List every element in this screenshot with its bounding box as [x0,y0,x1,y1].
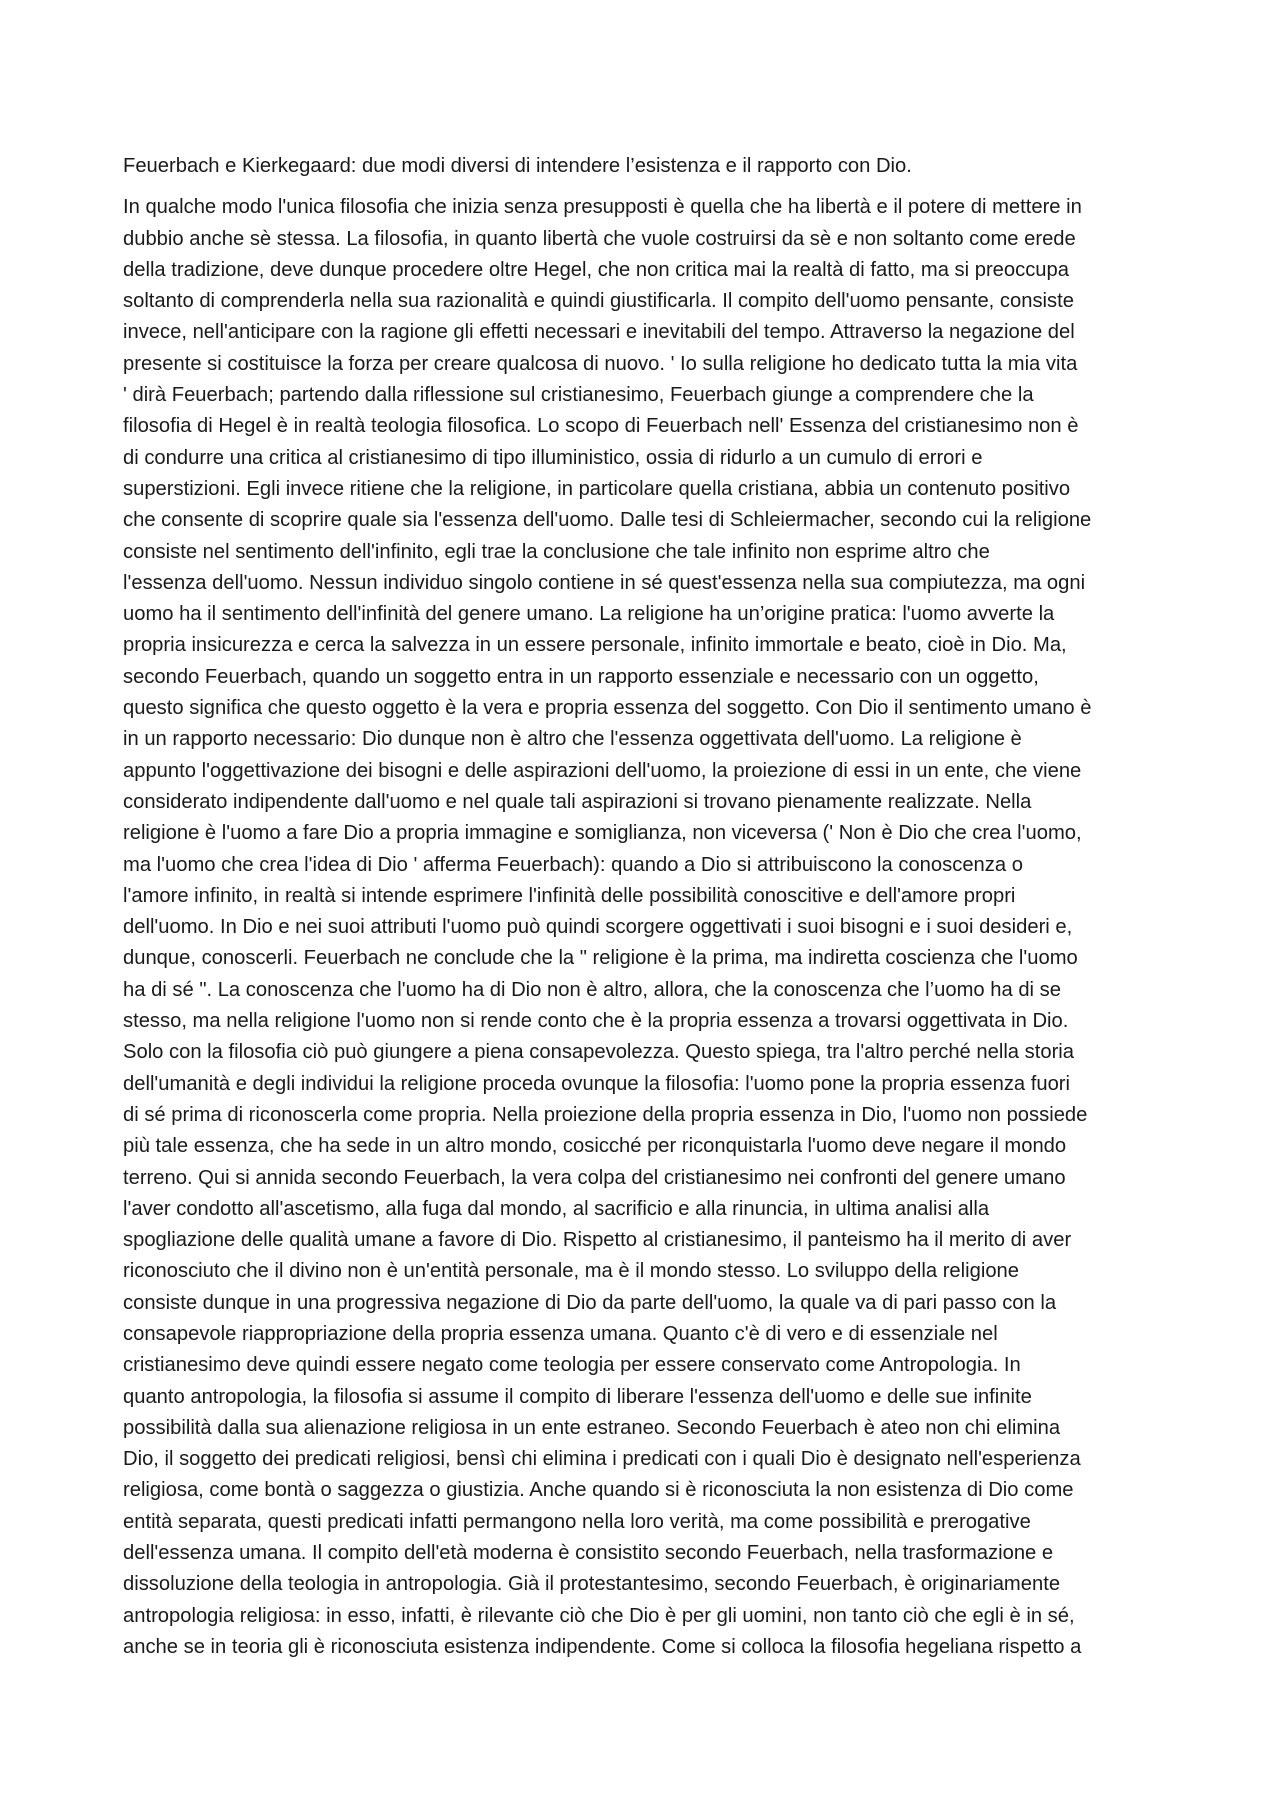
body-line: che consente di scoprire quale sia l'essenza dell'uomo. Dalle tesi di Schleiermacher, secondo cui la religione [123,509,1092,532]
body-line: superstizioni. Egli invece ritiene che la religione, in particolare quella cristiana, abbia un contenuto positivo [123,477,1071,500]
body-line: antropologia religiosa: in esso, infatti, è rilevante ciò che Dio è per gli uomini, non tanto ciò che egli è in sé, [123,1604,1075,1627]
body-line: della tradizione, deve dunque procedere oltre Hegel, che non critica mai la realtà di fatto, ma si preoccupa [123,258,1069,281]
body-line: ha di sé ". La conoscenza che l'uomo ha di Dio non è altro, allora, che la conoscenza che l’uomo ha di se [123,978,1061,1001]
body-line: In qualche modo l'unica filosofia che inizia senza presupposti è quella che ha libertà e il potere di mettere in [123,196,1082,219]
body-line: consiste nel sentimento dell'infinito, egli trae la conclusione che tale infinito non esprime altro che [123,540,990,563]
document-body [123,192,1157,1663]
body-line: uomo ha il sentimento dell'infinità del genere umano. La religione ha un’origine pratica: l'uomo avverte la [123,603,1055,626]
body-line: Solo con la filosofia ciò può giungere a piena consapevolezza. Questo spiega, tra l'altro perché nella storia [123,1041,1075,1064]
body-line: anche se in teoria gli è riconosciuta esistenza indipendente. Come si colloca la filosofia hegeliana rispetto a [123,1635,1082,1658]
body-line: appunto l'oggettivazione dei bisogni e delle aspirazioni dell'uomo, la proiezione di essi in un ente, che viene [123,759,1082,782]
body-line: cristianesimo deve quindi essere negato come teologia per essere conservato come Antropologia. In [123,1354,1021,1377]
body-line: dell'essenza umana. Il compito dell'età moderna è consistito secondo Feuerbach, nella trasformazione e [123,1542,1054,1565]
body-line: presente si costituisce la forza per creare qualcosa di nuovo. ' Io sulla religione ho dedicato tutta la mia vita [123,352,1078,375]
body-line: soltanto di comprenderla nella sua razionalità e quindi giustificarla. Il compito dell'uomo pensante, consiste [123,290,1074,313]
body-line: stesso, ma nella religione l'uomo non si rende conto che è la propria essenza a trovarsi oggettivata in Dio. [123,1010,1069,1033]
body-line: più tale essenza, che ha sede in un altro mondo, cosicché per riconquistarla l'uomo deve negare il mondo [123,1135,1067,1158]
body-line: religiosa, come bontà o saggezza o giustizia. Anche quando si è riconosciuta la non esistenza di Dio come [123,1479,1074,1502]
body-line: di condurre una critica al cristianesimo di tipo illuministico, ossia di ridurlo a un cumulo di errori e [123,446,983,469]
body-line: filosofia di Hegel è in realtà teologia filosofica. Lo scopo di Feuerbach nell' Essenza del cristianesimo non è [123,415,1079,438]
body-line: ' dirà Feuerbach; partendo dalla riflessione sul cristianesimo, Feuerbach giunge a comprendere che la [123,384,1034,407]
body-line: consiste dunque in una progressiva negazione di Dio da parte dell'uomo, la quale va di pari passo con la [123,1291,1057,1314]
body-line: spogliazione delle qualità umane a favore di Dio. Rispetto al cristianesimo, il panteismo ha il merito di aver [123,1229,1072,1252]
body-line: consapevole riappropriazione della propria essenza umana. Quanto c'è di vero e di essenziale nel [123,1322,998,1345]
body-line: propria insicurezza e cerca la salvezza in un essere personale, infinito immortale e beato, cioè in Dio. Ma, [123,634,1067,657]
body-line: di sé prima di riconoscerla come propria. Nella proiezione della propria essenza in Dio, l'uomo non possiede [123,1103,1088,1126]
body-line: l'amore infinito, in realtà si intende esprimere l'infinità delle possibilità conoscitive e dell'amore propri [123,884,1016,907]
body-line: l'aver condotto all'ascetismo, alla fuga dal mondo, al sacrificio e alla rinuncia, in ultima analisi alla [123,1197,990,1220]
body-line: Dio, il soggetto dei predicati religiosi, bensì chi elimina i predicati con i quali Dio è designato nell'esperienza [123,1448,1081,1471]
body-line: dell'umanità e degli individui la religione proceda ovunque la filosofia: l'uomo pone la propria essenza fuori [123,1072,1071,1095]
body-line: invece, nell'anticipare con la ragione gli effetti necessari e inevitabili del tempo. Attraverso la negazione del [123,321,1075,344]
document-title: Feuerbach e Kierkegaard: due modi diversi di intendere l’esistenza e il rapporto con Dio. [123,155,912,177]
body-line: entità separata, questi predicati infatti permangono nella loro verità, ma come possibilità e prerogative [123,1510,1031,1533]
body-line: terreno. Qui si annida secondo Feuerbach, la vera colpa del cristianesimo nei confronti del genere umano [123,1166,1066,1189]
body-line: dunque, conoscerli. Feuerbach ne conclude che la " religione è la prima, ma indiretta coscienza che l'uomo [123,947,1078,970]
body-line: possibilità dalla sua alienazione religiosa in un ente estraneo. Secondo Feuerbach è ateo non chi elimina [123,1416,1061,1439]
body-line: l'essenza dell'uomo. Nessun individuo singolo contiene in sé quest'essenza nella sua compiutezza, ma ogni [123,571,1086,594]
body-line: secondo Feuerbach, quando un soggetto entra in un rapporto essenziale e necessario con un oggetto, [123,665,1039,688]
body-line: riconosciuto che il divino non è un'entità personale, ma è il mondo stesso. Lo sviluppo della religione [123,1260,1020,1283]
body-line: ma l'uomo che crea l'idea di Dio ' afferma Feuerbach): quando a Dio si attribuiscono la conoscenza o [123,853,1023,876]
body-line: dissoluzione della teologia in antropologia. Già il protestantesimo, secondo Feuerbach, è originariamente [123,1573,1061,1596]
body-line: quanto antropologia, la filosofia si assume il compito di liberare l'essenza dell'uomo e delle sue infinite [123,1385,1032,1408]
body-line: dubbio anche sè stessa. La filosofia, in quanto libertà che vuole costruirsi da sè e non soltanto come erede [123,227,1076,250]
body-line: religione è l'uomo a fare Dio a propria immagine e somiglianza, non viceversa (' Non è Dio che crea l'uomo, [123,822,1082,845]
body-line: in un rapporto necessario: Dio dunque non è altro che l'essenza oggettivata dell'uomo. La religione è [123,728,1022,751]
body-line: considerato indipendente dall'uomo e nel quale tali aspirazioni si trovano pienamente realizzate. Nella [123,790,1032,813]
document-content [123,151,1157,1663]
body-line: questo significa che questo oggetto è la vera e propria essenza del soggetto. Con Dio il sentimento umano è [123,697,1092,720]
body-line: dell'uomo. In Dio e nei suoi attributi l'uomo può quindi scorgere oggettivati i suoi bisogni e i suoi desideri e, [123,916,1073,939]
